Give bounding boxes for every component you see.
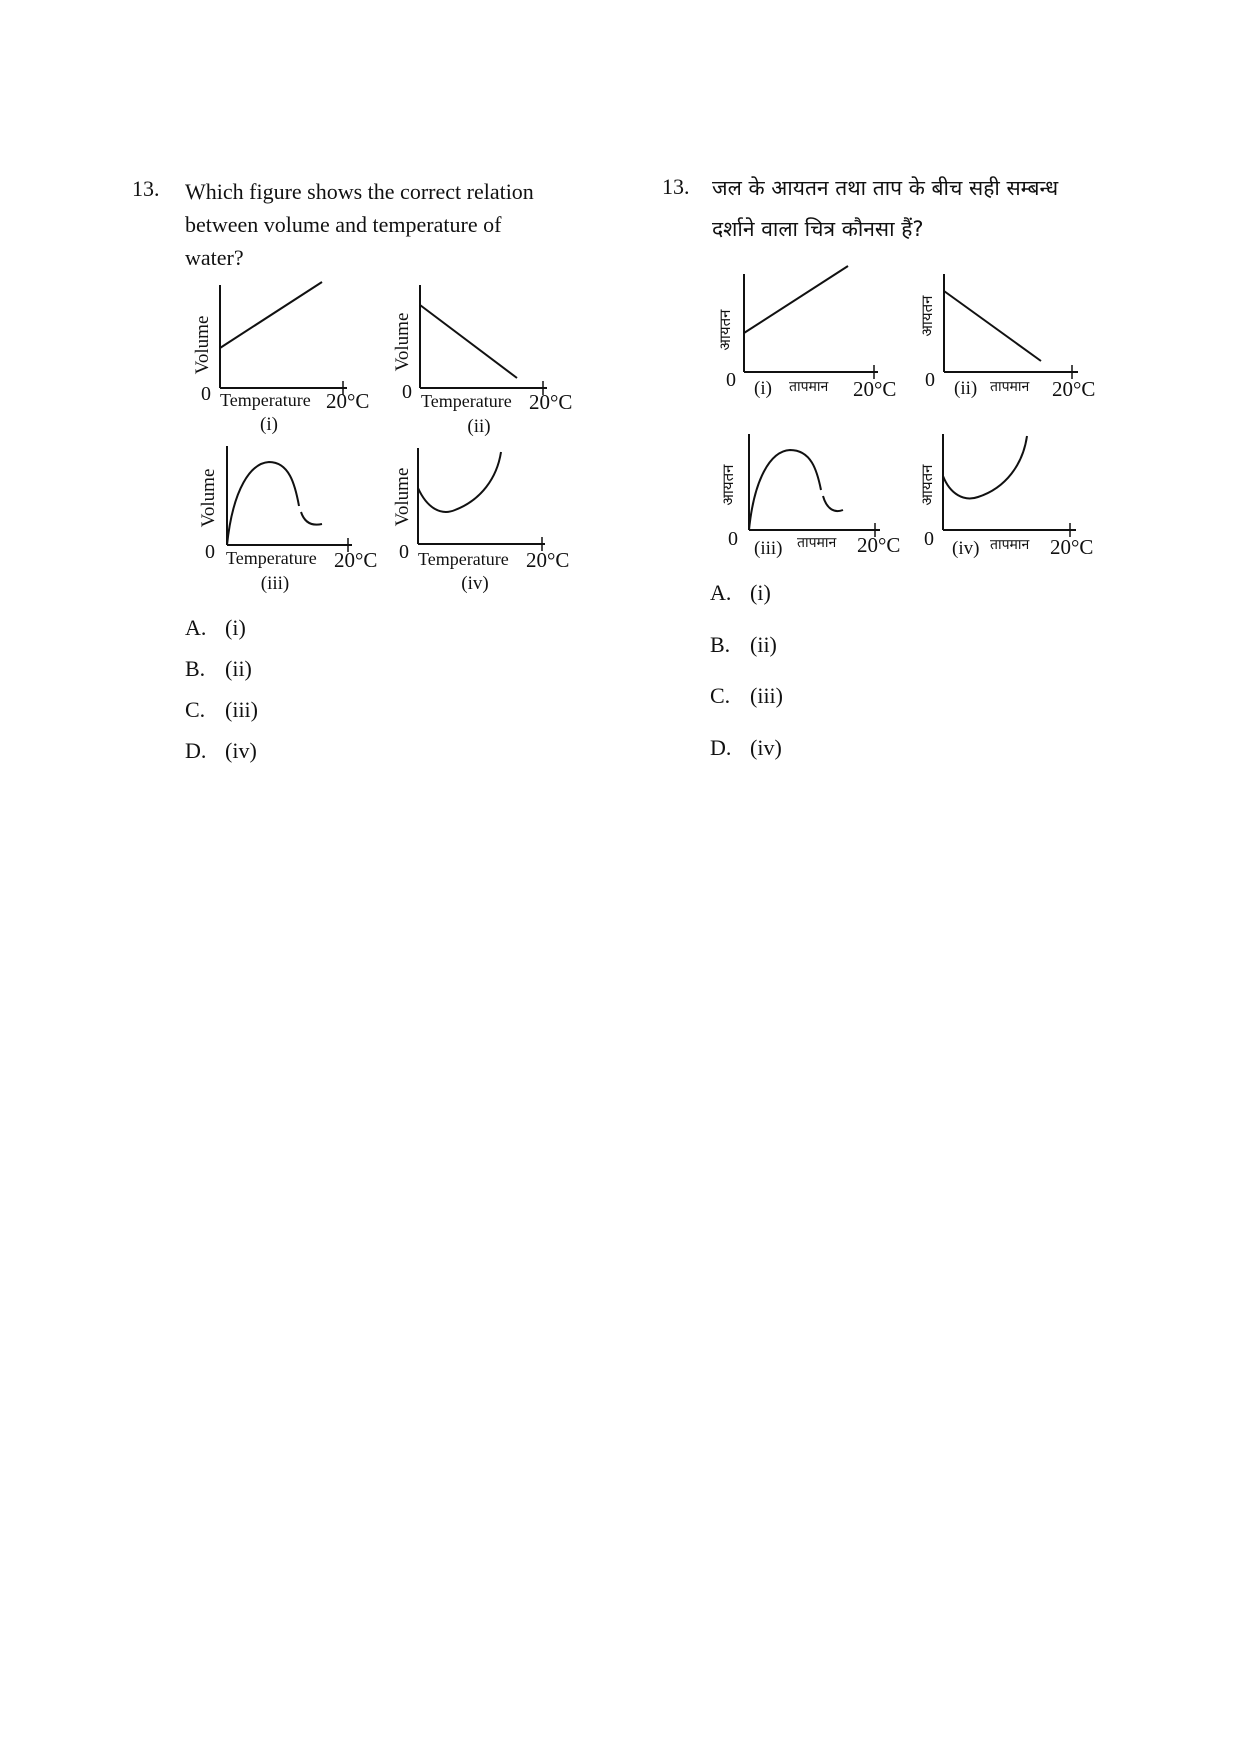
option-text: (iv): [225, 738, 257, 763]
question-line: between volume and temperature of: [185, 212, 502, 237]
question-line: water?: [185, 245, 244, 270]
option-a[interactable]: [185, 615, 246, 641]
question-line: जल के आयतन तथा ताप के बीच सही सम्बन्ध: [712, 176, 1059, 200]
x-axis-label: तापमान: [990, 537, 1030, 553]
option-b[interactable]: [710, 632, 777, 658]
figure-label: (ii): [467, 416, 491, 437]
question-text: [712, 168, 1058, 250]
x-axis-label: Temperature: [220, 390, 311, 410]
origin-label: 0: [201, 383, 211, 405]
graph-iii-hindi: [710, 418, 920, 568]
tick-label: 20°C: [526, 548, 570, 572]
figure-label: (iii): [754, 538, 783, 559]
option-c[interactable]: [710, 683, 783, 709]
graph-ii-hindi: [910, 258, 1120, 408]
option-letter: C.: [185, 697, 206, 722]
x-axis-label: तापमान: [789, 379, 829, 395]
x-axis-label: तापमान: [990, 379, 1030, 395]
y-axis-label: आयतन: [719, 464, 737, 506]
figure-label: (i): [260, 414, 278, 435]
question-line: Which figure shows the correct relation: [185, 179, 534, 204]
question-number: 13.: [132, 176, 160, 201]
figure-label: (iv): [952, 538, 980, 559]
question-line: दर्शाने वाला चित्र कौनसा हैं?: [712, 217, 924, 241]
question-text: [185, 175, 534, 274]
option-text: (ii): [225, 656, 252, 681]
graph-i: [185, 270, 385, 440]
option-a[interactable]: [710, 580, 771, 606]
x-axis-label: Temperature: [421, 391, 512, 411]
graph-iii: [185, 428, 385, 598]
option-text: (iv): [750, 735, 782, 760]
question-number: 13.: [662, 174, 690, 199]
tick-label: 20°C: [1050, 535, 1094, 559]
curve-u-shape: [418, 452, 501, 512]
y-axis-label: आयतन: [918, 295, 936, 337]
tick-label: 20°C: [853, 377, 897, 401]
y-axis-label: Volume: [198, 468, 219, 528]
y-axis-label: आयतन: [716, 309, 734, 351]
origin-label: 0: [402, 381, 412, 403]
option-letter: B.: [185, 656, 206, 681]
option-text: (iii): [225, 697, 258, 722]
curve-linear-decreasing: [420, 305, 517, 378]
y-axis-label: आयतन: [918, 464, 936, 506]
origin-label: 0: [925, 369, 935, 391]
curve-linear-increasing: [220, 282, 322, 348]
figure-label: (i): [754, 378, 772, 399]
option-letter: B.: [710, 632, 731, 657]
curve-linear-decreasing: [944, 291, 1041, 361]
figure-label: (ii): [954, 378, 978, 399]
graph-iv-hindi: [910, 418, 1120, 568]
y-axis-label: Volume: [392, 312, 413, 372]
x-axis-label: तापमान: [797, 535, 837, 551]
origin-label: 0: [728, 528, 738, 550]
curve-rise-fall: [227, 462, 299, 545]
option-text: (iii): [750, 683, 783, 708]
figure-label: (iii): [260, 573, 290, 594]
option-letter: A.: [185, 615, 207, 640]
option-text: (i): [225, 615, 246, 640]
y-axis-label: Volume: [392, 467, 413, 527]
option-text: (i): [750, 580, 771, 605]
tick-label: 20°C: [529, 390, 573, 414]
option-c[interactable]: [185, 697, 258, 723]
tick-label: 20°C: [857, 533, 901, 557]
option-b[interactable]: [185, 656, 252, 682]
option-letter: D.: [710, 735, 732, 760]
graph-iv: [385, 428, 585, 598]
graph-i-hindi: [710, 258, 920, 408]
option-d[interactable]: [710, 735, 782, 761]
curve-tail: [301, 512, 322, 525]
origin-label: 0: [726, 369, 736, 391]
option-letter: C.: [710, 683, 731, 708]
curve-linear-increasing: [744, 266, 848, 333]
x-axis-label: Temperature: [226, 548, 317, 568]
x-axis-label: Temperature: [418, 549, 509, 569]
tick-label: 20°C: [1052, 377, 1096, 401]
tick-label: 20°C: [334, 548, 378, 572]
figure-label: (iv): [461, 573, 489, 594]
curve-rise-fall: [749, 450, 821, 530]
origin-label: 0: [399, 541, 409, 563]
option-d[interactable]: [185, 738, 257, 764]
option-letter: A.: [710, 580, 732, 605]
curve-u-shape: [943, 436, 1027, 498]
graph-ii: [385, 270, 585, 440]
origin-label: 0: [205, 541, 215, 563]
option-letter: D.: [185, 738, 207, 763]
tick-label: 20°C: [326, 389, 370, 413]
origin-label: 0: [924, 528, 934, 550]
y-axis-label: Volume: [192, 315, 213, 375]
curve-tail: [823, 496, 843, 511]
option-text: (ii): [750, 632, 777, 657]
